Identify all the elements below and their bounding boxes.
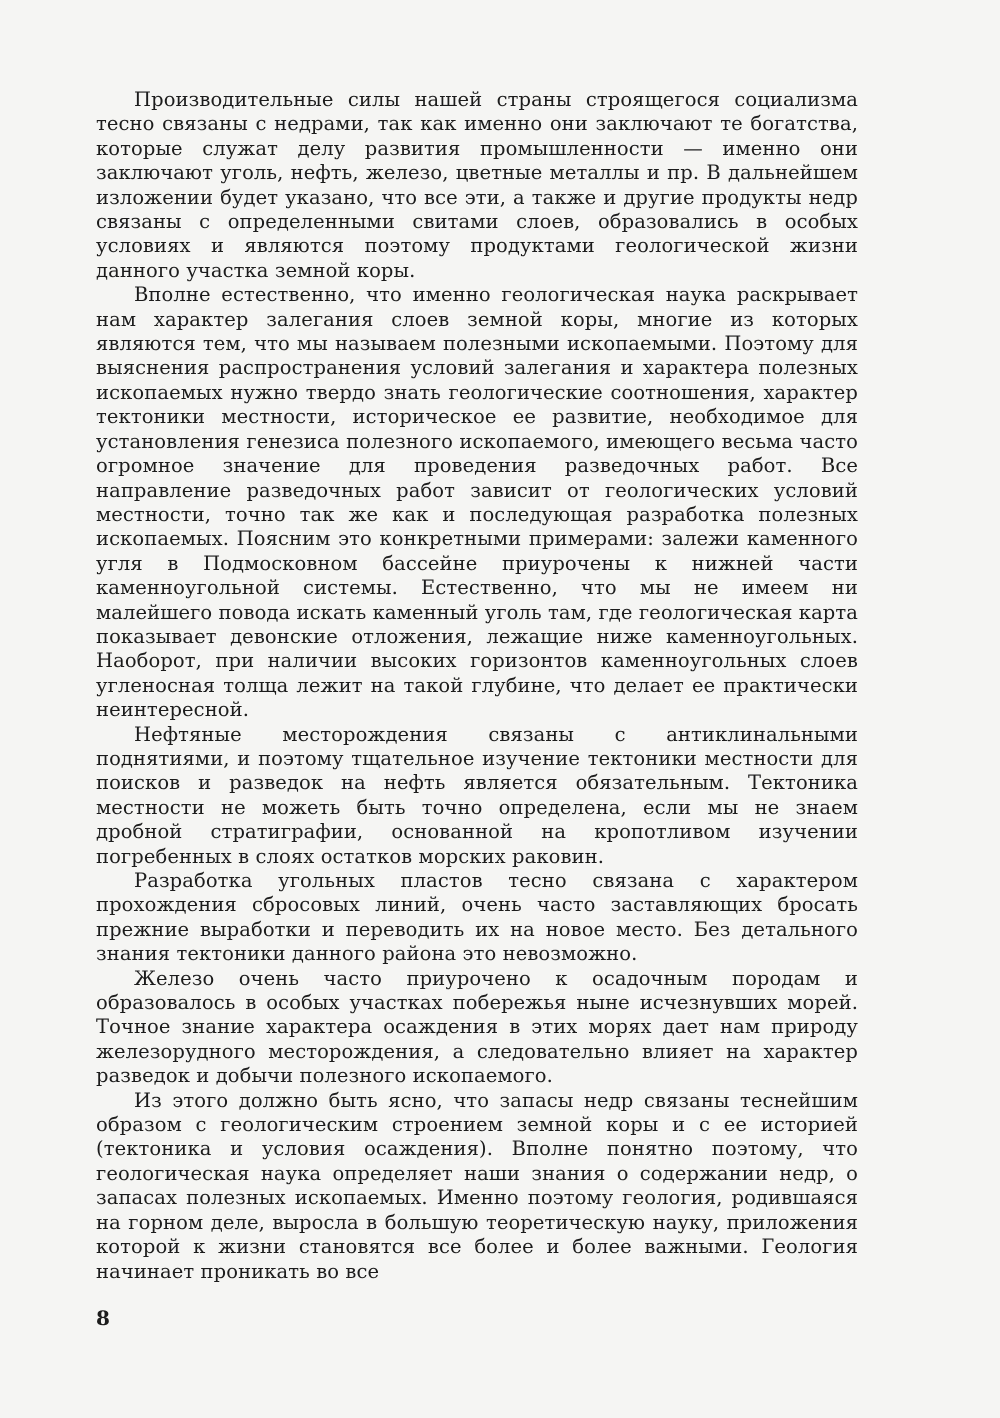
- paragraph-conclusion: Из этого должно быть ясно, что запасы недр связаны теснейшим образом с геологическим строением земной коры и с ее историей (тектоника и условия осаждения). Вполне понятно поэтому, что геологическая наука определяет наши знания о содержании недр, о запасах полезных ископаемых. Именно поэтому геология, родившаяся на горном деле, выросла в большую теоретическую науку, приложения которой к жизни становятся все более и более важными. Геология начинает проникать во все: [96, 1088, 858, 1283]
- page-number: 8: [96, 1306, 110, 1330]
- paragraph-productive-forces: Производительные силы нашей страны строящегося социализма тесно связаны с недрами, так как именно они заключают те богатства, которые служат делу развития промышленности — именно они заключают уголь, нефть, железо, цветные металлы и пр. В дальнейшем изложении будет указано, что все эти, а также и другие продукты недр связаны с определенными свитами слоев, образовались в особых условиях и являются поэтому продуктами геологической жизни данного участка земной коры.: [96, 88, 858, 282]
- page-text-block: [96, 88, 858, 1284]
- paragraph-oil-deposits: Нефтяные месторождения связаны с антиклинальными поднятиями, и поэтому тщательное изучение тектоники местности для поисков и разведок на нефть является обязательным. Тектоника местности не можеть быть точно определена, если мы не знаем дробной стратиграфии, основанной на кропотливом изучении погребенных в слоях остатков морских раковин.: [96, 722, 858, 868]
- paragraph-geological-science: Вполне естественно, что именно геологическая наука раскрывает нам характер залегания слоев земной коры, многие из которых являются тем, что мы называем полезными ископаемыми. Поэтому для выяснения распространения условий залегания и характера полезных ископаемых нужно твердо знать геологические соотношения, характер тектоники местности, историческое ее развитие, необходимое для установления генезиса полезного ископаемого, имеющего весьма часто огромное значение для проведения разведочных работ. Все направление разведочных работ зависит от геологических условий местности, точно так же как и последующая разработка полезных ископаемых. Поясним это конкретными примерами: залежи каменного угля в Подмосковном бассейне приурочены к нижней части каменноугольной системы. Естественно, что мы не имеем ни малейшего повода искать каменный уголь там, где геологическая карта показывает девонские отложения, лежащие ниже каменноугольных. Наоборот, при наличии высоких горизонтов каменноугольных слоев угленосная толща лежит на такой глубине, что делает ее практически неинтересной.: [96, 283, 858, 722]
- paragraph-coal-seams: Разработка угольных пластов тесно связана с характером прохождения сбросовых линий, очень часто заставляющих бросать прежние выработки и переводить их на новое место. Без детального знания тектоники данного района это невозможно.: [96, 869, 858, 966]
- paragraph-iron-ore: Железо очень часто приурочено к осадочным породам и образовалось в особых участках побережья ныне исчезнувших морей. Точное знание характера осаждения в этих морях дает нам природу железорудного месторождения, а следовательно влияет на характер разведок и добычи полезного ископаемого.: [96, 966, 858, 1088]
